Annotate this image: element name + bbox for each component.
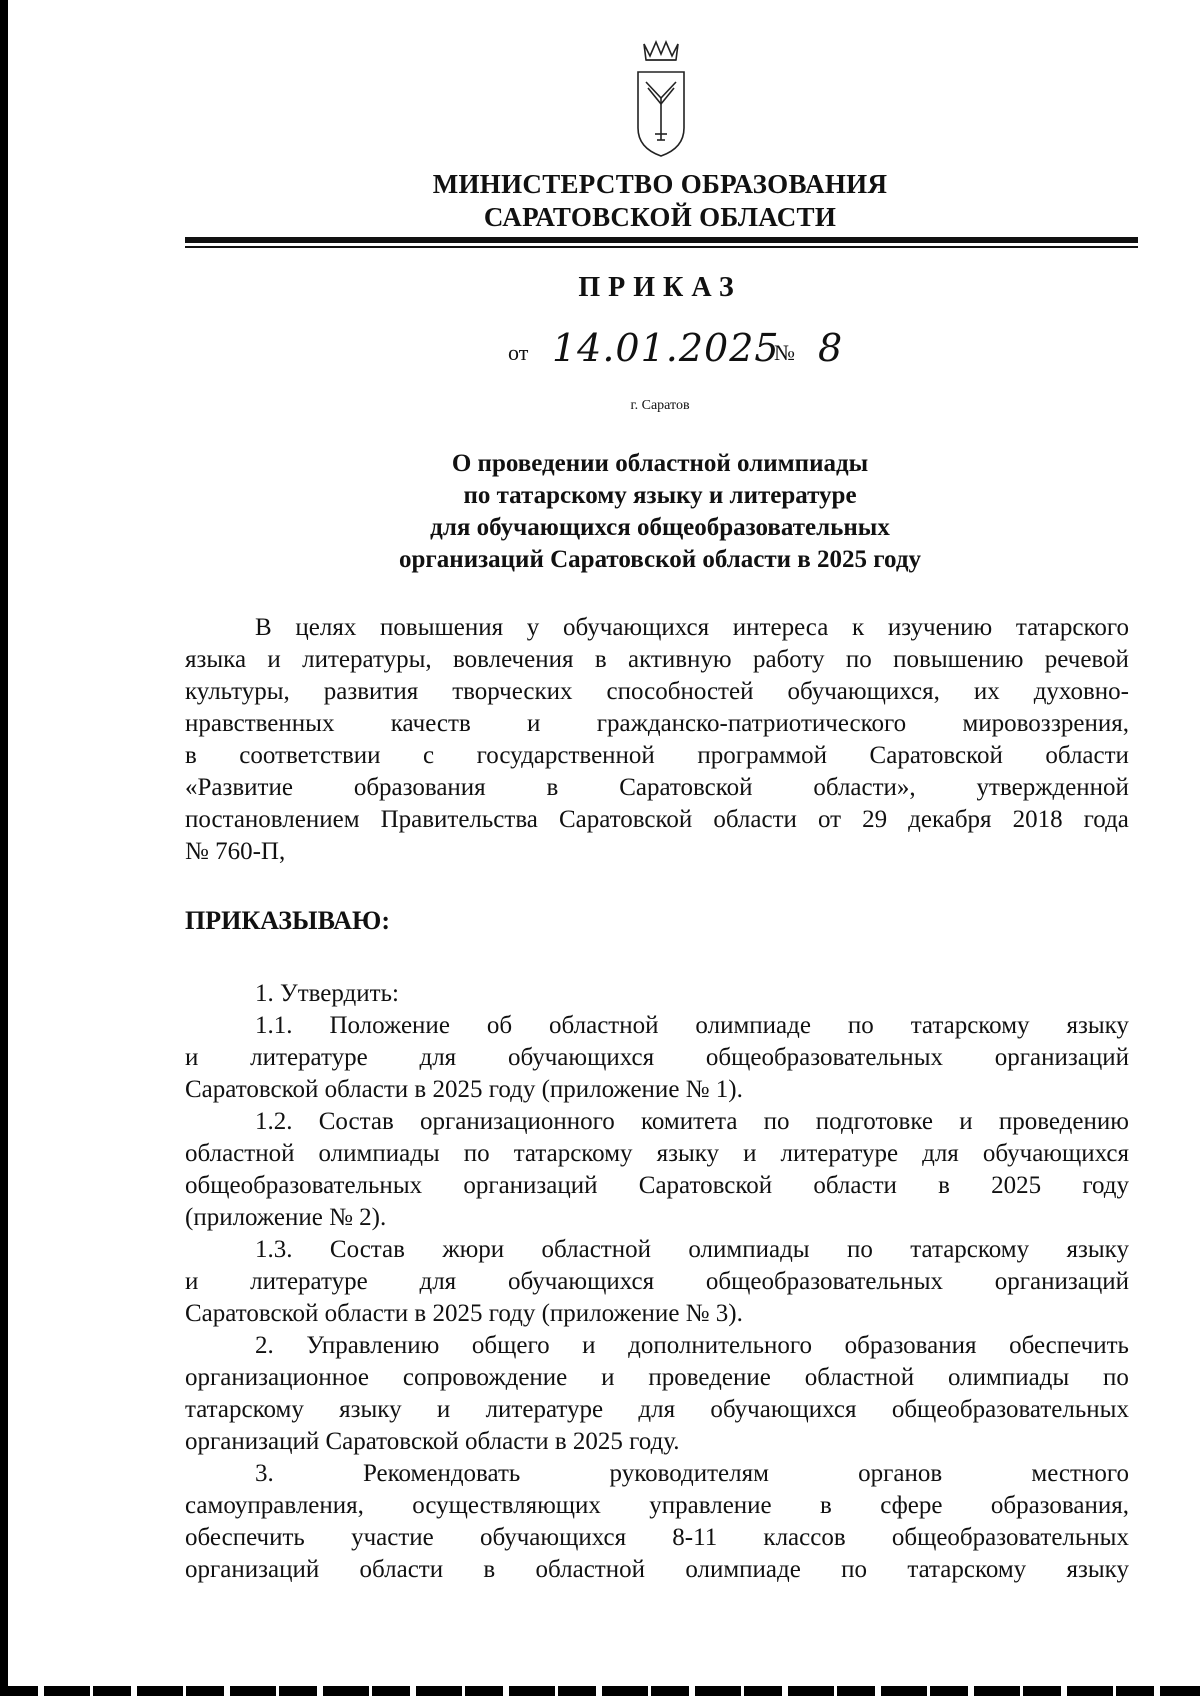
order-number: 8 [818,326,843,370]
order-item-line: общеобразовательных организаций Саратовской области в 2025 году [185,1172,1129,1199]
order-item-line: Саратовской области в 2025 году (приложение № 3). [185,1300,743,1327]
order-item-line: 2. Управлению общего и дополнительного образования обеспечить [255,1332,1129,1359]
preamble-line: № 760-П, [185,838,286,865]
order-item-line: организаций области в областной олимпиаде по татарскому языку [185,1556,1129,1583]
subject-line: организаций Саратовской области в 2025 году [399,546,921,573]
number-label: № [774,340,795,365]
header-rule-thin [185,246,1138,248]
orders-heading: ПРИКАЗЫВАЮ: [185,906,390,935]
order-item-line: областной олимпиады по татарскому языку и литературе для обучающихся [185,1140,1129,1167]
order-item-line: и литературе для обучающихся общеобразовательных организаций [185,1268,1129,1295]
ministry-name [300,168,1020,234]
preamble-line: «Развитие образования в Саратовской области», утвержденной [185,774,1129,801]
order-date: 14.01.2025 [552,326,780,370]
order-item-line: организаций Саратовской области в 2025 году. [185,1428,680,1455]
scan-left-border [0,0,8,1686]
order-item-line: обеспечить участие обучающихся 8-11 классов общеобразовательных [185,1524,1129,1551]
order-item-line: татарскому языку и литературе для обучающихся общеобразовательных [185,1396,1129,1423]
order-item-line: Саратовской области в 2025 году (приложение № 1). [185,1076,743,1103]
order-item-line: 1.1. Положение об областной олимпиаде по татарскому языку [255,1012,1129,1039]
preamble-line: языка и литературы, вовлечения в активную работу по повышению речевой [185,646,1129,673]
scan-bottom-border [0,1686,1200,1696]
order-item-line: 1.3. Состав жюри областной олимпиады по татарскому языку [255,1236,1129,1263]
subject-line: для обучающихся общеобразовательных [430,514,890,541]
order-item-line: 3. Рекомендовать руководителям органов местного [255,1460,1129,1487]
order-item-line: организационное сопровождение и проведение областной олимпиады по [185,1364,1129,1391]
order-subject [240,448,1080,576]
subject-line: по татарскому языку и литературе [463,482,857,509]
order-date-line [508,328,908,378]
order-item-line: 1. Утвердить: [255,980,399,1007]
order-item-line: (приложение № 2). [185,1204,387,1231]
preamble [185,612,1129,868]
saratov-coat-of-arms-icon [628,36,694,162]
preamble-line: в соответствии с государственной программой Саратовской области [185,742,1129,769]
city: г. Саратов [630,398,690,413]
preamble-line: постановлением Правительства Саратовской области от 29 декабря 2018 года [185,806,1129,833]
order-item-line: 1.2. Состав организационного комитета по подготовке и проведению [255,1108,1129,1135]
order-title: ПРИКАЗ [578,272,742,303]
order-item-line: самоуправления, осуществляющих управление в сфере образования, [185,1492,1129,1519]
subject-line: О проведении областной олимпиады [451,450,869,477]
ministry-line-2: САРАТОВСКОЙ ОБЛАСТИ [483,202,837,232]
header-rule-thick [185,237,1138,243]
ministry-line-1: МИНИСТЕРСТВО ОБРАЗОВАНИЯ [432,169,888,199]
preamble-line: В целях повышения у обучающихся интереса к изучению татарского [255,614,1129,641]
order-items [185,978,1129,1586]
preamble-line: культуры, развития творческих способностей обучающихся, их духовно- [185,678,1129,705]
date-prefix: от [508,340,529,365]
preamble-line: нравственных качеств и гражданско-патриотического мировоззрения, [185,710,1129,737]
order-item-line: и литературе для обучающихся общеобразовательных организаций [185,1044,1129,1071]
